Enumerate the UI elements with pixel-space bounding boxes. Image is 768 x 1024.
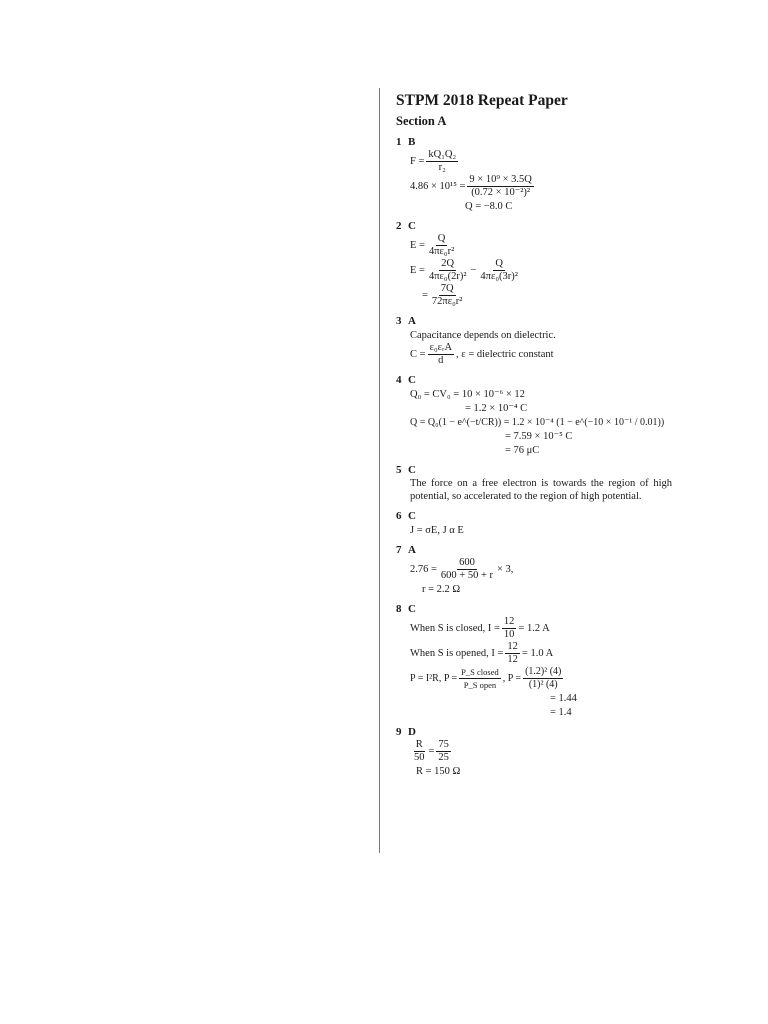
question-number: 5	[396, 464, 402, 476]
explanation-text: Capacitance depends on dielectric.	[410, 329, 556, 341]
question-number: 4	[396, 374, 402, 386]
equation-text: −	[470, 265, 477, 276]
fraction: $\frac{Q}{\text{4πε₀(3r)²}}$	[480, 258, 518, 282]
fraction: $\frac{\text{kQ₁Q₂}}{\text{r₂}}$	[428, 149, 457, 173]
equation-text: 4.86 × 10¹⁵ =	[410, 181, 466, 192]
question-1	[396, 135, 679, 213]
equation-text: , ε = dielectric constant	[456, 349, 554, 360]
question-9	[396, 725, 679, 778]
equation-text: × 3,	[497, 564, 514, 575]
fraction: $\frac{Q}{\text{4πε₀r²}}$	[428, 233, 455, 257]
equation-line: = 7.59 × 10⁻⁵ C	[505, 430, 573, 442]
question-8	[396, 602, 679, 719]
equation-line: Q = −8.0 C	[465, 200, 513, 212]
question-number: 3	[396, 315, 402, 327]
answer-letter: B	[408, 136, 416, 148]
fraction: $\frac{12}{10}$	[503, 616, 515, 640]
equation-line: Q = Q₀(1 − e^(−t/CR)) = 1.2 × 10⁻⁴ (1 − e^(−10 × 10⁻¹ / 0.01))	[410, 416, 665, 428]
answer-letter: A	[408, 544, 416, 556]
answer-letter: D	[408, 726, 416, 738]
question-3	[396, 314, 679, 367]
section-title: Section A	[396, 114, 447, 128]
answer-column	[379, 88, 679, 853]
fraction: $\frac{600}{600 + 50 + r}$	[440, 557, 494, 581]
equation-line: Q₀ = CV₀ = 10 × 10⁻⁶ × 12	[410, 388, 525, 400]
answer-letter: A	[408, 315, 416, 327]
question-5	[396, 463, 679, 503]
fraction: $\frac{12}{12}$	[507, 641, 518, 665]
fraction: $\frac{75}{25}$	[438, 739, 449, 763]
equation-line: r = 2.2 Ω	[422, 583, 461, 595]
question-number: 1	[396, 136, 402, 148]
question-2	[396, 219, 679, 308]
equation-line: R = 150 Ω	[416, 765, 461, 777]
equation-text: When S is opened, I =	[410, 648, 504, 659]
question-number: 6	[396, 510, 402, 522]
question-number: 8	[396, 603, 402, 615]
paper-title: STPM 2018 Repeat Paper	[396, 92, 568, 109]
answer-letter: C	[408, 220, 416, 232]
fraction: $\frac{\text{9 × 10⁹ × 3.5Q}}{\text{(0.72 × 10⁻²)²}}$	[469, 174, 532, 198]
equation-text: =	[422, 290, 428, 301]
equation-text: E =	[410, 240, 425, 251]
equation-text: , P =	[502, 673, 522, 684]
answer-letter: C	[408, 510, 416, 522]
explanation-text: The force on a free electron is towards the region of high potential, so accelerated to the region of high potential.	[410, 478, 672, 502]
question-6	[396, 509, 679, 537]
fraction: $\frac{\text{P\_S closed}}{\text{P\_S open}}$	[461, 667, 499, 690]
question-number: 7	[396, 544, 402, 556]
answer-letter: C	[408, 603, 416, 615]
equation-text: P = I²R, P =	[410, 673, 458, 684]
equation-text: E =	[410, 265, 425, 276]
question-number: 9	[396, 726, 402, 738]
equation-line: = 76 μC	[505, 444, 540, 456]
equation-line: J = σE, J α E	[410, 524, 464, 536]
fraction: $\frac{\text{ε₀εᵣA}}{d}$	[429, 342, 453, 366]
answer-letter: C	[408, 464, 416, 476]
equation-text: C =	[410, 349, 426, 360]
equation-line: = 1.2 × 10⁻⁴ C	[465, 402, 528, 414]
equation-text: =	[428, 746, 435, 757]
equation-text: When S is closed, I =	[410, 623, 500, 634]
equation-text: 2.76 =	[410, 564, 437, 575]
equation-line: = 1.44	[550, 692, 577, 704]
equation-text: F =	[410, 156, 425, 167]
fraction: $\frac{\text{(1.2)² (4)}}{\text{(1)² (4)}}$	[525, 666, 562, 690]
equation-text: = 1.0 A	[521, 648, 554, 659]
question-number: 2	[396, 220, 402, 232]
equation-line: = 1.4	[550, 706, 572, 718]
answer-letter: C	[408, 374, 416, 386]
question-4	[396, 373, 679, 457]
fraction: $\frac{7Q}{\text{72πε₀r²}}$	[431, 283, 463, 307]
question-7	[396, 543, 679, 596]
fraction: $\frac{2Q}{\text{4πε₀(2r)²}}$	[428, 258, 467, 282]
fraction: $\frac{R}{50}$	[414, 739, 425, 763]
equation-text: = 1.2 A	[518, 623, 550, 634]
